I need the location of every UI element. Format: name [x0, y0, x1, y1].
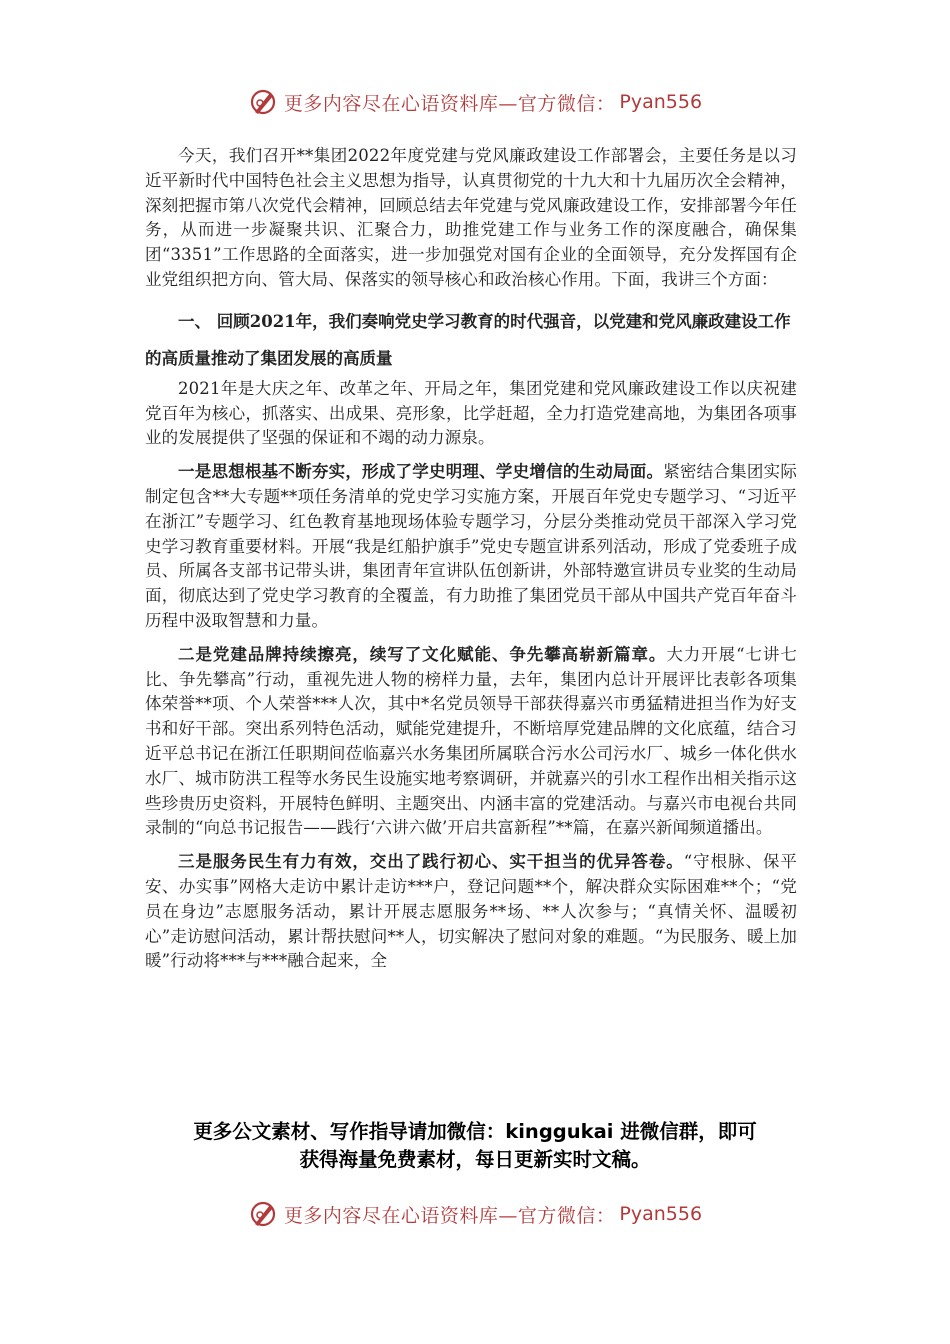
- intro-paragraph: 今天，我们召开**集团2022年度党建与党风廉政建设工作部署会，主要任务是以习近平新时代中国特色社会主义思想为指导，认真贯彻党的十九大和十九届历次全会精神，深刻把握市第八次党代会精神，回顾总结去年党建与党风廉政建设工作，安排部署今年任务，从而进一步凝聚共识、汇聚合力，助推党建工作与业务工作的深度融合，确保集团“3351”工作思路的全面落实，进一步加强党对国有企业的全面领导，充分发挥国有企业党组织把方向、管大局、保落实的领导核心和政治核心作用。下面，我讲三个方面：: [145, 146, 797, 289]
- banner-text: 更多内容尽在心语资料库—官方微信：: [283, 1204, 616, 1227]
- point-3-title: 三是服务民生有力有效，交出了践行初心、实干担当的优异答卷。: [178, 852, 684, 872]
- footer-banner: [0, 1194, 950, 1234]
- banner-text: 更多内容尽在心语资料库—官方微信：: [283, 92, 616, 115]
- point-3-text: “守根脉、保平安、办实事”网格大走访中累计走访***户，登记问题**个，解决群众实际困难**个；“党员在身边”志愿服务活动，累计开展志愿服务**场、**人次参与；“真情关怀、温暖初心”走访慰问活动，累计帮扶慰问**人，切实解决了慰问对象的难题。“为民服务、暖上加暖”行动将***与***融合起来，全: [145, 852, 797, 971]
- document-body: [145, 144, 797, 983]
- paragraph-point-2: [145, 643, 797, 841]
- point-2-title: 二是党建品牌持续擦亮，续写了文化赋能、争先攀高崭新篇章。: [178, 644, 667, 664]
- paragraph-point-3: [145, 850, 797, 974]
- header-banner: [0, 82, 950, 122]
- promo-line-1: 更多公文素材、写作指导请加微信：kinggukai 进微信群，即可: [193, 1120, 757, 1143]
- promo-notice: [0, 1118, 950, 1174]
- brush-logo-icon: [248, 87, 278, 117]
- banner-wechat-id: Pyan556: [619, 91, 703, 113]
- promo-line-2: 获得海量免费素材，每日更新实时文稿。: [299, 1148, 651, 1171]
- banner-wechat-id: Pyan556: [619, 1203, 703, 1225]
- section-heading-1: 一、 回顾2021年，我们奏响党史学习教育的时代强音，以党建和党风廉政建设工作的高质量推动了集团发展的高质量: [145, 311, 791, 368]
- paragraph-2021-summary: 2021年是大庆之年、改革之年、开局之年，集团党建和党风廉政建设工作以庆祝建党百年为核心，抓落实、出成果、亮形象，比学赶超，全力打造党建高地，为集团各项事业的发展提供了坚强的保证和不竭的动力源泉。: [145, 378, 797, 448]
- point-1-title: 一是思想根基不断夯实，形成了学史明理、学史增信的生动局面。: [178, 462, 664, 482]
- paragraph-point-1: [145, 460, 797, 634]
- point-1-text: 紧密结合集团实际制定包含**大专题**项任务清单的党史学习实施方案，开展百年党史专题学习、“习近平在浙江”专题学习、红色教育基地现场体验专题学习，分层分类推动党员干部深入学习党史学习教育重要材料。开展“我是红船护旗手”党史专题宣讲系列活动，形成了党委班子成员、所属各支部书记带头讲，集团青年宣讲队伍创新讲，外部特邀宣讲员专业奖的生动局面，彻底达到了党史学习教育的全覆盖，有力助推了集团党员干部从中国共产党百年奋斗历程中汲取智慧和力量。: [145, 462, 797, 630]
- point-2-text: 大力开展“七讲七比、争先攀高”行动，重视先进人物的榜样力量，去年，集团内总计开展评比表彰各项集体荣誉**项、个人荣誉***人次，其中*名党员领导干部获得嘉兴市勇猛精进担当作为好支书和好干部。突出系列特色活动，赋能党建提升，不断培厚党建品牌的文化底蕴，结合习近平总书记在浙江任职期间莅临嘉兴水务集团所属联合污水公司污水厂、城乡一体化供水水厂、城市防洪工程等水务民生设施实地考察调研，并就嘉兴的引水工程作出相关指示这些珍贵历史资料，开展特色鲜明、主题突出、内涵丰富的党建活动。与嘉兴市电视台共同录制的“向总书记报告——践行‘六讲六做’开启共富新程”**篇，在嘉兴新闻频道播出。: [145, 644, 797, 838]
- brush-logo-icon: [248, 1199, 278, 1229]
